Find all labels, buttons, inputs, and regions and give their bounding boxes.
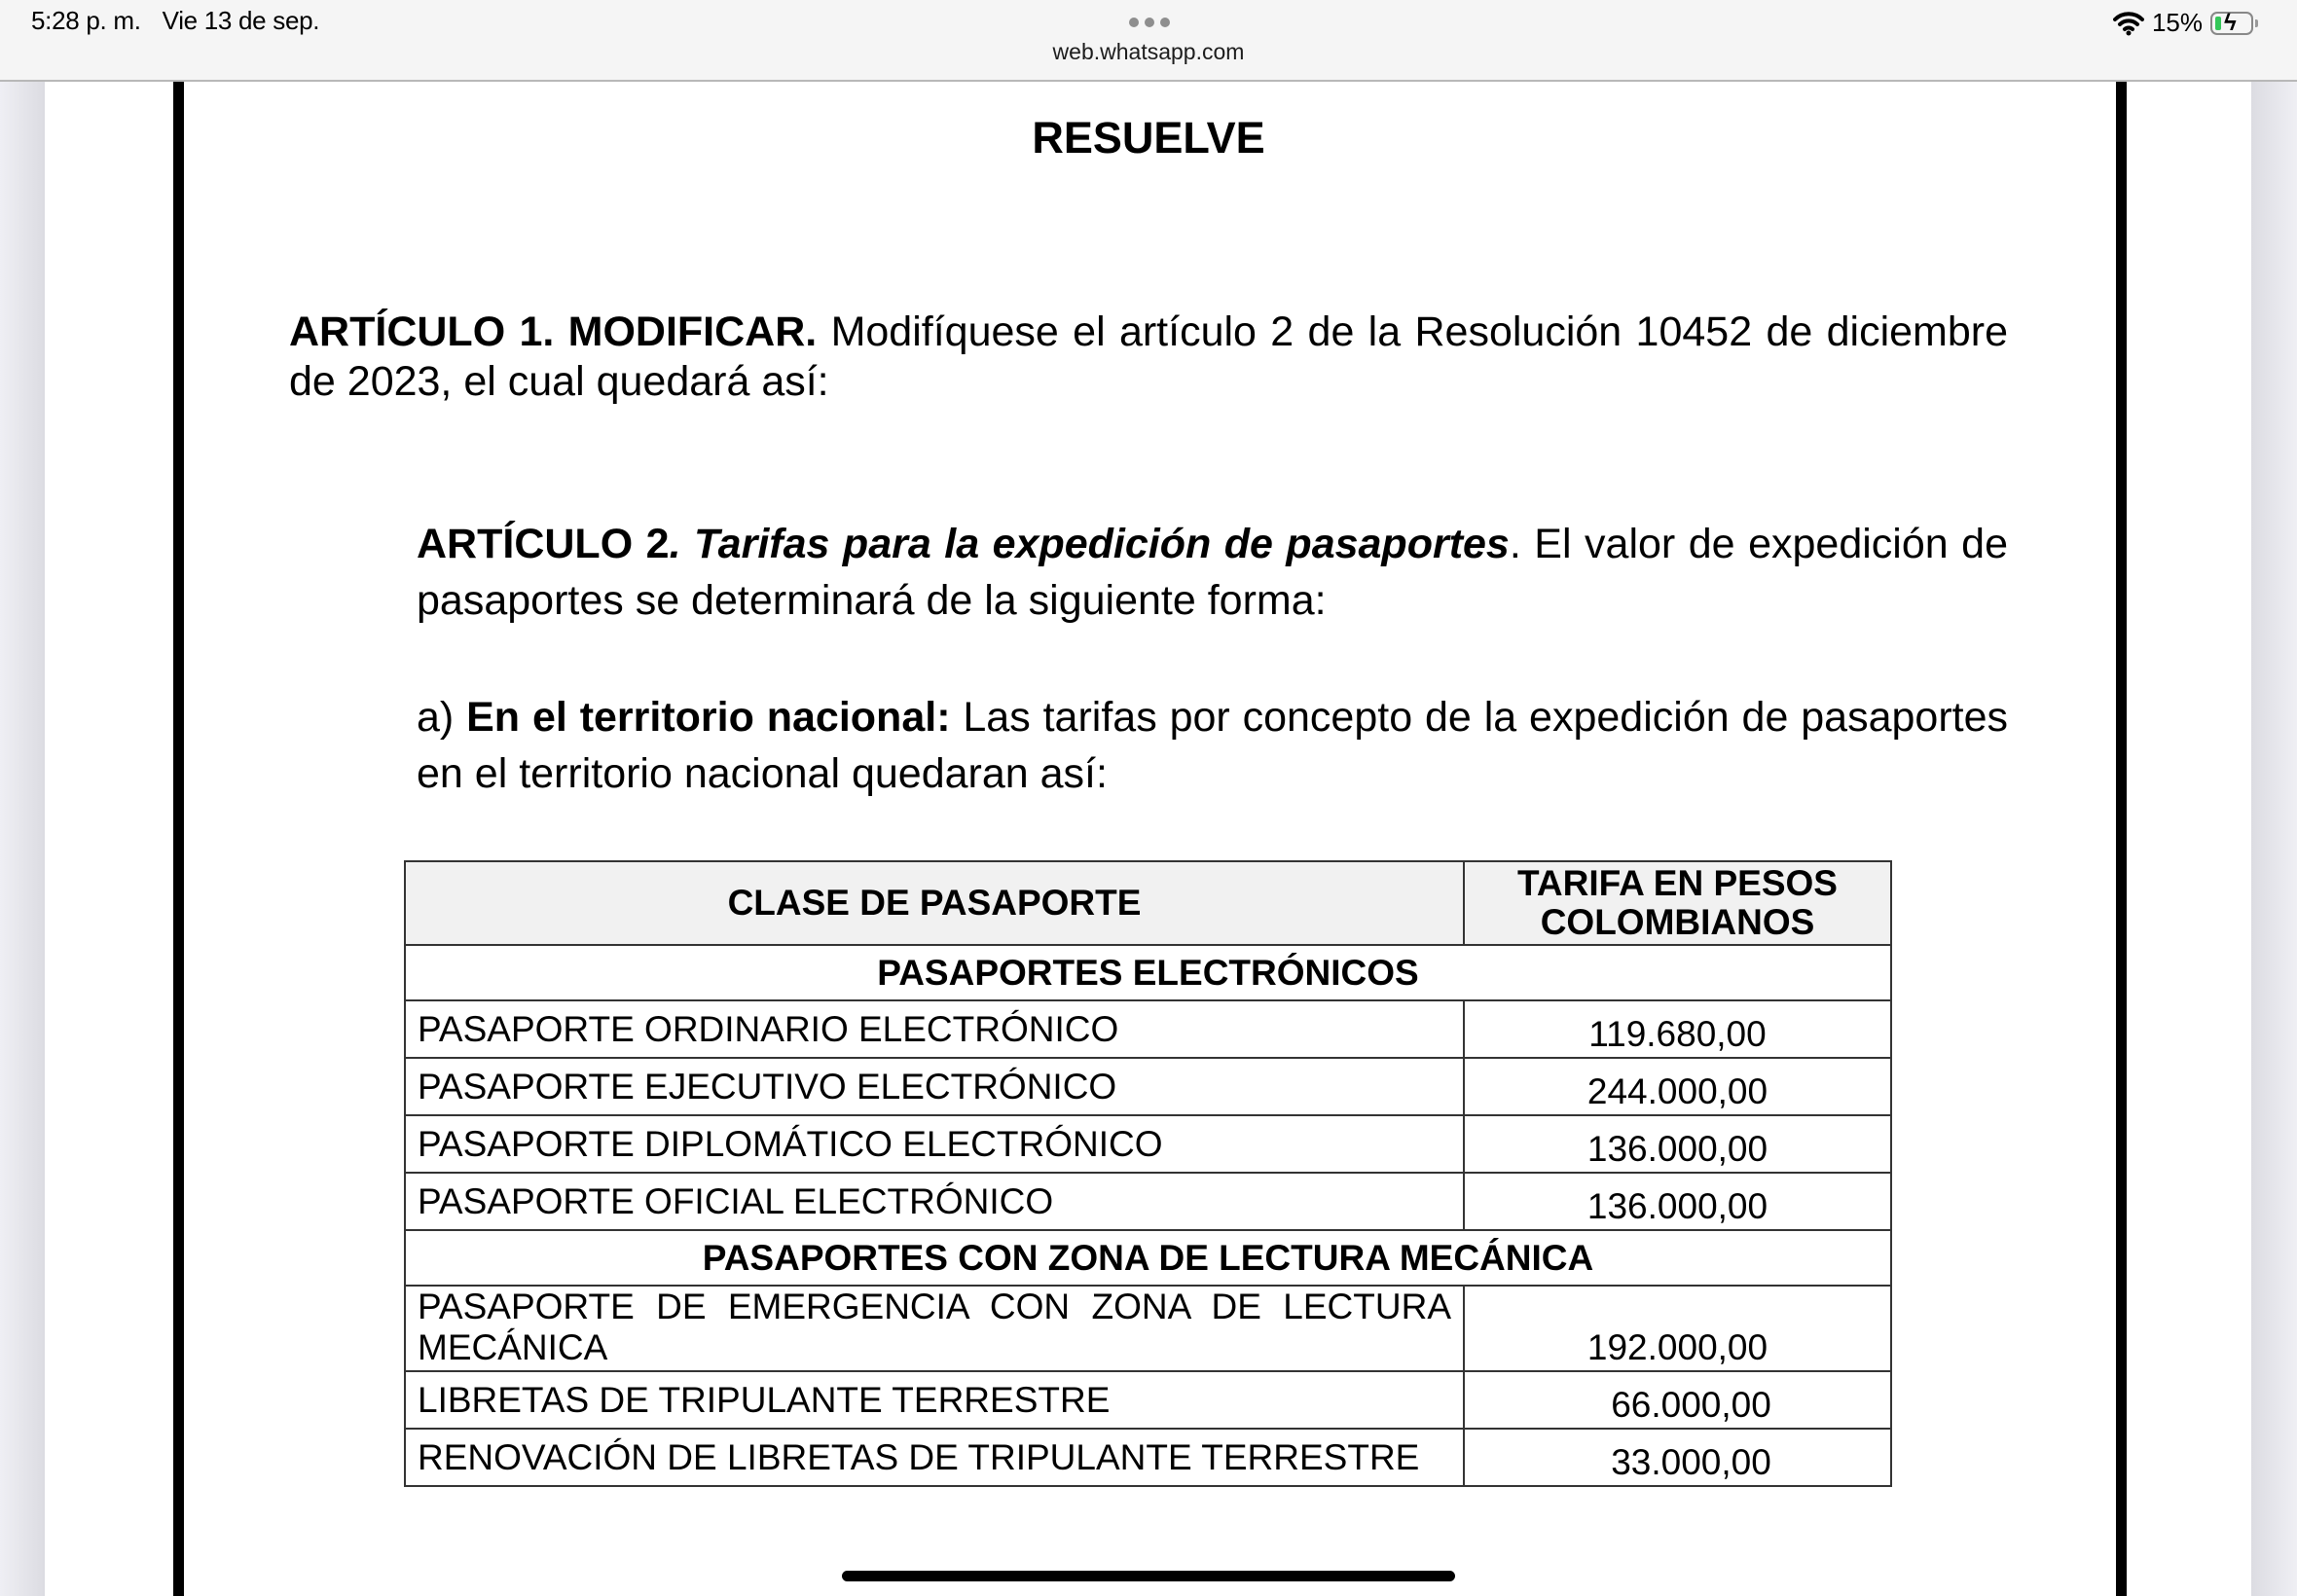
article-1-heading: ARTÍCULO 1. MODIFICAR. [289,308,818,355]
table-row [405,1286,1891,1371]
section-a-text: Las tarifas por concepto de la expedición de pasaportes en el territorio nacional quedaran así: [417,694,2008,797]
passport-name: PASAPORTE EJECUTIVO ELECTRÓNICO [405,1058,1464,1115]
table-row [405,1173,1891,1230]
status-time: 5:28 p. m. [31,6,141,35]
header-passport-class: CLASE DE PASAPORTE [405,861,1464,945]
table-row [405,1000,1891,1058]
document-title: RESUELVE [1032,113,1265,163]
page-border-left [173,82,184,1596]
passport-tariff: 136.000,00 [1464,1115,1891,1173]
status-bar [0,0,2297,82]
table-header-row [405,861,1891,945]
article-1-text: Modifíquese el artículo 2 de la Resolución 10452 de diciembre de 2023, el cual quedará así: [289,308,2008,405]
section-row-machine-readable [405,1230,1891,1286]
passport-tariff: 119.680,00 [1464,1000,1891,1058]
passport-tariff: 136.000,00 [1464,1173,1891,1230]
left-margin [0,82,45,1596]
battery-percent: 15% [2151,8,2203,37]
passport-name: PASAPORTE ORDINARIO ELECTRÓNICO [405,1000,1464,1058]
table-row [405,1058,1891,1115]
article-2-text: . El valor de expedición de pasaportes se determinará de la siguiente forma: [417,521,2009,624]
table-row [405,1115,1891,1173]
passport-tariff: 33.000,00 [1464,1429,1891,1486]
passport-tariff: 192.000,00 [1464,1286,1891,1371]
section-a-marker: a) [417,694,467,741]
section-a-heading: En el territorio nacional: [466,694,951,741]
section-row-electronic [405,945,1891,1000]
passport-name: PASAPORTE OFICIAL ELECTRÓNICO [405,1173,1464,1230]
status-date: Vie 13 de sep. [162,6,320,35]
status-time-date [31,6,319,36]
right-margin [2251,82,2297,1596]
passport-tariff: 66.000,00 [1464,1371,1891,1429]
wifi-icon [2113,11,2144,36]
page-border-right [2116,82,2127,1596]
section-title: PASAPORTES CON ZONA DE LECTURA MECÁNICA [405,1230,1891,1286]
article-2-paragraph [417,516,2008,629]
home-indicator[interactable] [842,1571,1455,1581]
table-row [405,1429,1891,1486]
section-a-paragraph [417,689,2008,802]
section-title: PASAPORTES ELECTRÓNICOS [405,945,1891,1000]
tariff-table [404,860,1892,1487]
passport-name: PASAPORTE DIPLOMÁTICO ELECTRÓNICO [405,1115,1464,1173]
battery-charging-icon: ϟ [2210,12,2253,35]
passport-name: LIBRETAS DE TRIPULANTE TERRESTRE [405,1371,1464,1429]
passport-name: RENOVACIÓN DE LIBRETAS DE TRIPULANTE TERRESTRE [405,1429,1464,1486]
article-2-subtitle: . Tarifas para la expedición de pasaportes [669,521,1510,567]
url-label[interactable]: web.whatsapp.com [1052,39,1245,64]
more-options-icon[interactable] [1129,18,1170,27]
passport-tariff: 244.000,00 [1464,1058,1891,1115]
article-1-paragraph [289,308,2008,407]
article-2-heading: ARTÍCULO 2 [417,521,670,567]
passport-name: PASAPORTE DE EMERGENCIA CON ZONA DE LECTURA MECÁNICA [405,1286,1464,1371]
table-row [405,1371,1891,1429]
header-tariff: TARIFA EN PESOS COLOMBIANOS [1464,861,1891,945]
status-indicators [2113,8,2253,38]
